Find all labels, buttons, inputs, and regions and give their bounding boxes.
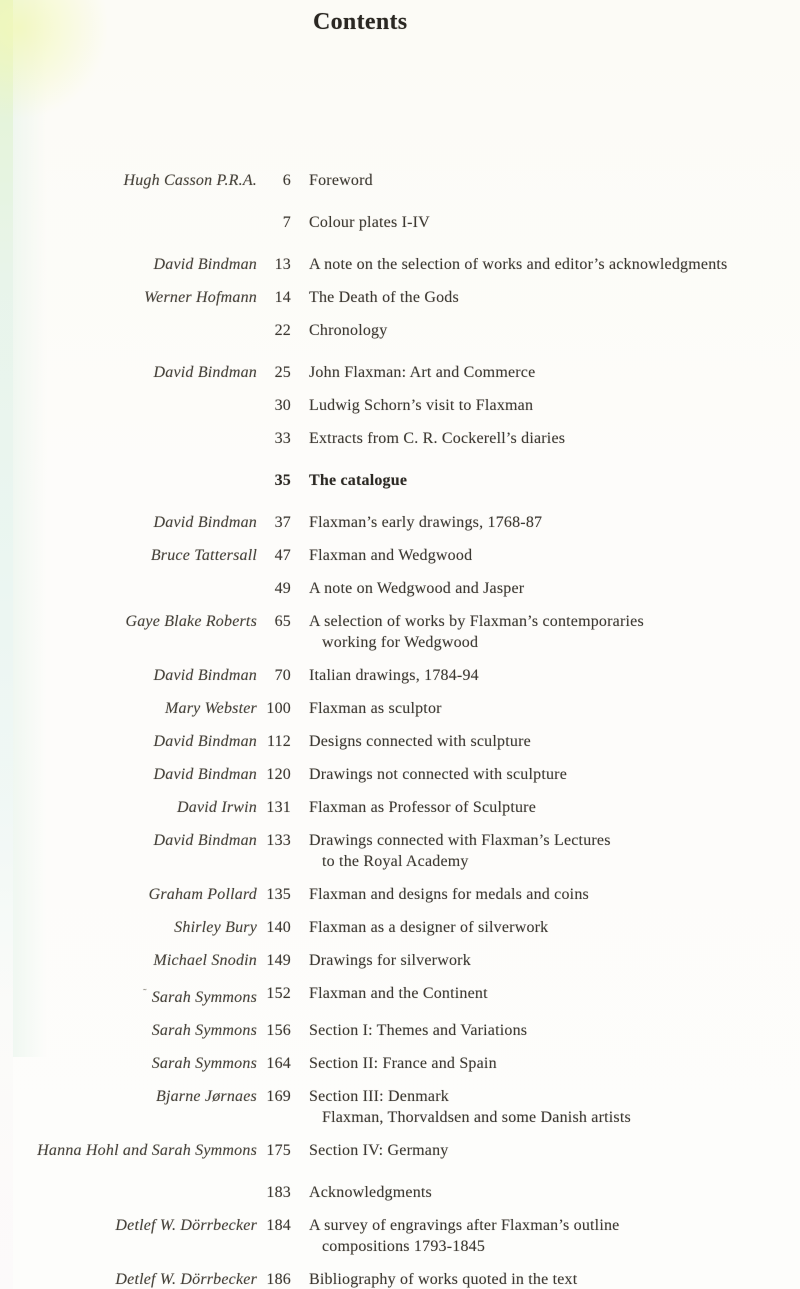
entry-title-line1: Designs connected with sculpture xyxy=(309,733,531,750)
entry-author xyxy=(0,1086,257,1128)
entry-author-text: Werner Hofmann xyxy=(144,289,257,306)
entry-title-line1: Chronology xyxy=(309,322,388,339)
entry-page-number: 131 xyxy=(266,799,291,816)
entry-author-text: Graham Pollard xyxy=(148,886,257,903)
toc-entry xyxy=(0,545,800,566)
entry-title xyxy=(291,830,800,872)
scan-mark-artifact: ˜ xyxy=(142,987,147,999)
toc-entry xyxy=(0,512,800,533)
toc-entry xyxy=(0,1269,800,1289)
entry-author xyxy=(0,611,257,653)
entry-author-text: David Bindman xyxy=(153,667,257,684)
entry-author-text: Michael Snodin xyxy=(153,952,257,969)
toc-entry xyxy=(0,917,800,938)
entry-title xyxy=(291,1140,800,1161)
toc-entry xyxy=(0,983,800,1008)
entry-page-number: 14 xyxy=(274,289,291,306)
entry-page-number: 149 xyxy=(266,952,291,969)
entry-author xyxy=(0,320,257,341)
entry-title-line1: Acknowledgments xyxy=(309,1184,432,1201)
entry-title xyxy=(291,287,800,308)
toc-entry xyxy=(0,731,800,752)
toc-entry xyxy=(0,1086,800,1128)
entry-title-line1: A note on the selection of works and editor’s acknowledgments xyxy=(309,256,728,273)
entry-title-line1: A selection of works by Flaxman’s contemporaries xyxy=(309,613,644,630)
entry-author-text: Gaye Blake Roberts xyxy=(125,613,257,630)
entry-author xyxy=(0,512,257,533)
entry-title xyxy=(291,797,800,818)
entry-author-text: Detlef W. Dörrbecker xyxy=(115,1271,257,1288)
entry-author-text: David Bindman xyxy=(153,364,257,381)
toc-entry xyxy=(0,764,800,785)
entry-author-text: Shirley Bury xyxy=(174,919,257,936)
entry-author xyxy=(0,1053,257,1074)
entry-title xyxy=(291,698,800,719)
entry-author xyxy=(0,170,257,191)
entry-author-text: Mary Webster xyxy=(164,700,257,717)
toc-entry xyxy=(0,830,800,872)
toc-entry xyxy=(0,1140,800,1161)
entry-author xyxy=(0,1140,257,1161)
entry-title xyxy=(291,764,800,785)
entry-title-line1: Flaxman as Professor of Sculpture xyxy=(309,799,537,816)
entry-author xyxy=(0,1269,257,1289)
entry-author xyxy=(0,731,257,752)
entry-title-line1: The Death of the Gods xyxy=(309,289,459,306)
entry-page-number: 33 xyxy=(274,430,291,447)
toc-entry xyxy=(0,1215,800,1257)
entry-title-line2: to the Royal Academy xyxy=(322,853,469,870)
entry-page-number: 25 xyxy=(274,364,291,381)
entry-author xyxy=(0,983,257,1008)
entry-author xyxy=(0,665,257,686)
entry-author-text: Detlef W. Dörrbecker xyxy=(115,1217,257,1234)
entry-page-number: 13 xyxy=(274,256,291,273)
entry-author xyxy=(0,1182,257,1203)
entry-page-number: 164 xyxy=(266,1055,291,1072)
entry-page-number: 175 xyxy=(266,1142,291,1159)
entry-author xyxy=(0,212,257,233)
entry-title xyxy=(291,611,800,653)
entry-author xyxy=(0,830,257,872)
toc-entry xyxy=(0,287,800,308)
entry-author xyxy=(0,287,257,308)
entry-page-number: 6 xyxy=(282,172,291,189)
entry-author-text: David Bindman xyxy=(153,832,257,849)
entry-page-number: 100 xyxy=(266,700,291,717)
entry-page-number: 152 xyxy=(266,985,291,1002)
entry-title-line1: Flaxman as a designer of silverwork xyxy=(309,919,549,936)
entry-title xyxy=(291,884,800,905)
entry-page-number: 112 xyxy=(266,733,291,750)
entry-page-number: 22 xyxy=(274,322,291,339)
entry-title-line1: Flaxman and designs for medals and coins xyxy=(309,886,589,903)
entry-author xyxy=(0,428,257,449)
toc-entry xyxy=(0,470,800,491)
toc-entry xyxy=(0,170,800,191)
entry-title-line1: Colour plates I-IV xyxy=(309,214,430,231)
entry-title xyxy=(291,950,800,971)
entry-author-text: Sarah Symmons xyxy=(151,989,257,1006)
entry-title xyxy=(291,254,800,275)
toc-entry xyxy=(0,698,800,719)
toc-entry xyxy=(0,578,800,599)
toc-entry xyxy=(0,428,800,449)
entry-author xyxy=(0,395,257,416)
entry-author-text: Sarah Symmons xyxy=(151,1022,257,1039)
entry-title xyxy=(291,212,800,233)
entry-title-line1: Section IV: Germany xyxy=(309,1142,449,1159)
entry-title xyxy=(291,1086,800,1128)
entry-page-number: 7 xyxy=(282,214,291,231)
entry-title-line1: Bibliography of works quoted in the text xyxy=(309,1271,578,1288)
entry-title-line1: The catalogue xyxy=(309,472,408,489)
entry-title xyxy=(291,170,800,191)
entry-author xyxy=(0,470,257,491)
entry-author-text: Bruce Tattersall xyxy=(150,547,257,564)
entry-title-line1: Ludwig Schorn’s visit to Flaxman xyxy=(309,397,534,414)
entry-title-line2: compositions 1793-1845 xyxy=(322,1238,486,1255)
entry-page-number: 120 xyxy=(266,766,291,783)
entry-title-line1: Drawings not connected with sculpture xyxy=(309,766,568,783)
toc-entry xyxy=(0,1020,800,1041)
entry-title-line1: Italian drawings, 1784-94 xyxy=(309,667,479,684)
entry-title xyxy=(291,1215,800,1257)
entry-title xyxy=(291,512,800,533)
entry-author-text: David Bindman xyxy=(153,733,257,750)
entry-page-number: 186 xyxy=(266,1271,291,1288)
entry-page-number: 156 xyxy=(266,1022,291,1039)
entry-author xyxy=(0,950,257,971)
entry-title-line1: Section II: France and Spain xyxy=(309,1055,497,1072)
entry-author-text: David Irwin xyxy=(177,799,257,816)
toc-list xyxy=(0,170,800,1289)
entry-title xyxy=(291,1182,800,1203)
entry-title-line1: A survey of engravings after Flaxman’s outline xyxy=(309,1217,620,1234)
entry-title-line1: Foreword xyxy=(309,172,373,189)
toc-entry xyxy=(0,395,800,416)
entry-title-line1: Flaxman and the Continent xyxy=(309,985,488,1002)
entry-title-line1: Drawings for silverwork xyxy=(309,952,471,969)
entry-title xyxy=(291,362,800,383)
toc-entry xyxy=(0,1053,800,1074)
entry-title xyxy=(291,578,800,599)
entry-title xyxy=(291,1020,800,1041)
page-title: Contents xyxy=(313,9,408,35)
entry-page-number: 49 xyxy=(274,580,291,597)
entry-title xyxy=(291,917,800,938)
toc-entry xyxy=(0,797,800,818)
entry-title xyxy=(291,470,800,491)
toc-entry xyxy=(0,884,800,905)
entry-author xyxy=(0,1020,257,1041)
entry-title-line1: Extracts from C. R. Cockerell’s diaries xyxy=(309,430,566,447)
entry-page-number: 183 xyxy=(266,1184,291,1201)
toc-entry xyxy=(0,320,800,341)
entry-title-line1: John Flaxman: Art and Commerce xyxy=(309,364,536,381)
entry-title xyxy=(291,1269,800,1289)
entry-title xyxy=(291,665,800,686)
entry-page-number: 133 xyxy=(266,832,291,849)
entry-page-number: 184 xyxy=(266,1217,291,1234)
entry-page-number: 70 xyxy=(274,667,291,684)
entry-title xyxy=(291,320,800,341)
entry-page-number: 140 xyxy=(266,919,291,936)
entry-author xyxy=(0,545,257,566)
entry-author xyxy=(0,884,257,905)
entry-page-number: 135 xyxy=(266,886,291,903)
entry-title xyxy=(291,395,800,416)
entry-title xyxy=(291,1053,800,1074)
entry-author xyxy=(0,578,257,599)
entry-author xyxy=(0,1215,257,1257)
toc-entry xyxy=(0,362,800,383)
entry-author xyxy=(0,362,257,383)
entry-author-text: Hanna Hohl and Sarah Symmons xyxy=(37,1142,257,1159)
entry-author xyxy=(0,917,257,938)
entry-title xyxy=(291,428,800,449)
entry-page-number: 169 xyxy=(266,1088,291,1105)
entry-title-line1: Flaxman and Wedgwood xyxy=(309,547,473,564)
entry-author-text: David Bindman xyxy=(153,514,257,531)
entry-title xyxy=(291,731,800,752)
entry-author-text: Bjarne Jørnaes xyxy=(155,1088,257,1105)
entry-author xyxy=(0,698,257,719)
entry-title xyxy=(291,983,800,1008)
entry-author xyxy=(0,764,257,785)
entry-title-line1: A note on Wedgwood and Jasper xyxy=(309,580,525,597)
toc-entry xyxy=(0,611,800,653)
entry-page-number: 30 xyxy=(274,397,291,414)
entry-page-number: 37 xyxy=(274,514,291,531)
entry-author-text: Sarah Symmons xyxy=(151,1055,257,1072)
entry-page-number: 65 xyxy=(274,613,291,630)
toc-entry xyxy=(0,254,800,275)
entry-page-number: 35 xyxy=(274,472,291,489)
entry-author-text: Hugh Casson P.R.A. xyxy=(123,172,257,189)
toc-entry xyxy=(0,212,800,233)
entry-title-line1: Section III: Denmark xyxy=(309,1088,449,1105)
entry-title-line1: Flaxman’s early drawings, 1768-87 xyxy=(309,514,543,531)
entry-page-number: 47 xyxy=(274,547,291,564)
entry-author-text: David Bindman xyxy=(153,766,257,783)
entry-author xyxy=(0,797,257,818)
toc-entry xyxy=(0,1182,800,1203)
entry-author-text: David Bindman xyxy=(153,256,257,273)
entry-title-line2: Flaxman, Thorvaldsen and some Danish artists xyxy=(322,1109,631,1126)
entry-title-line2: working for Wedgwood xyxy=(322,634,479,651)
toc-entry xyxy=(0,950,800,971)
entry-title-line1: Drawings connected with Flaxman’s Lectures xyxy=(309,832,611,849)
entry-title-line1: Section I: Themes and Variations xyxy=(309,1022,528,1039)
entry-author xyxy=(0,254,257,275)
entry-title-line1: Flaxman as sculptor xyxy=(309,700,442,717)
toc-entry xyxy=(0,665,800,686)
entry-title xyxy=(291,545,800,566)
